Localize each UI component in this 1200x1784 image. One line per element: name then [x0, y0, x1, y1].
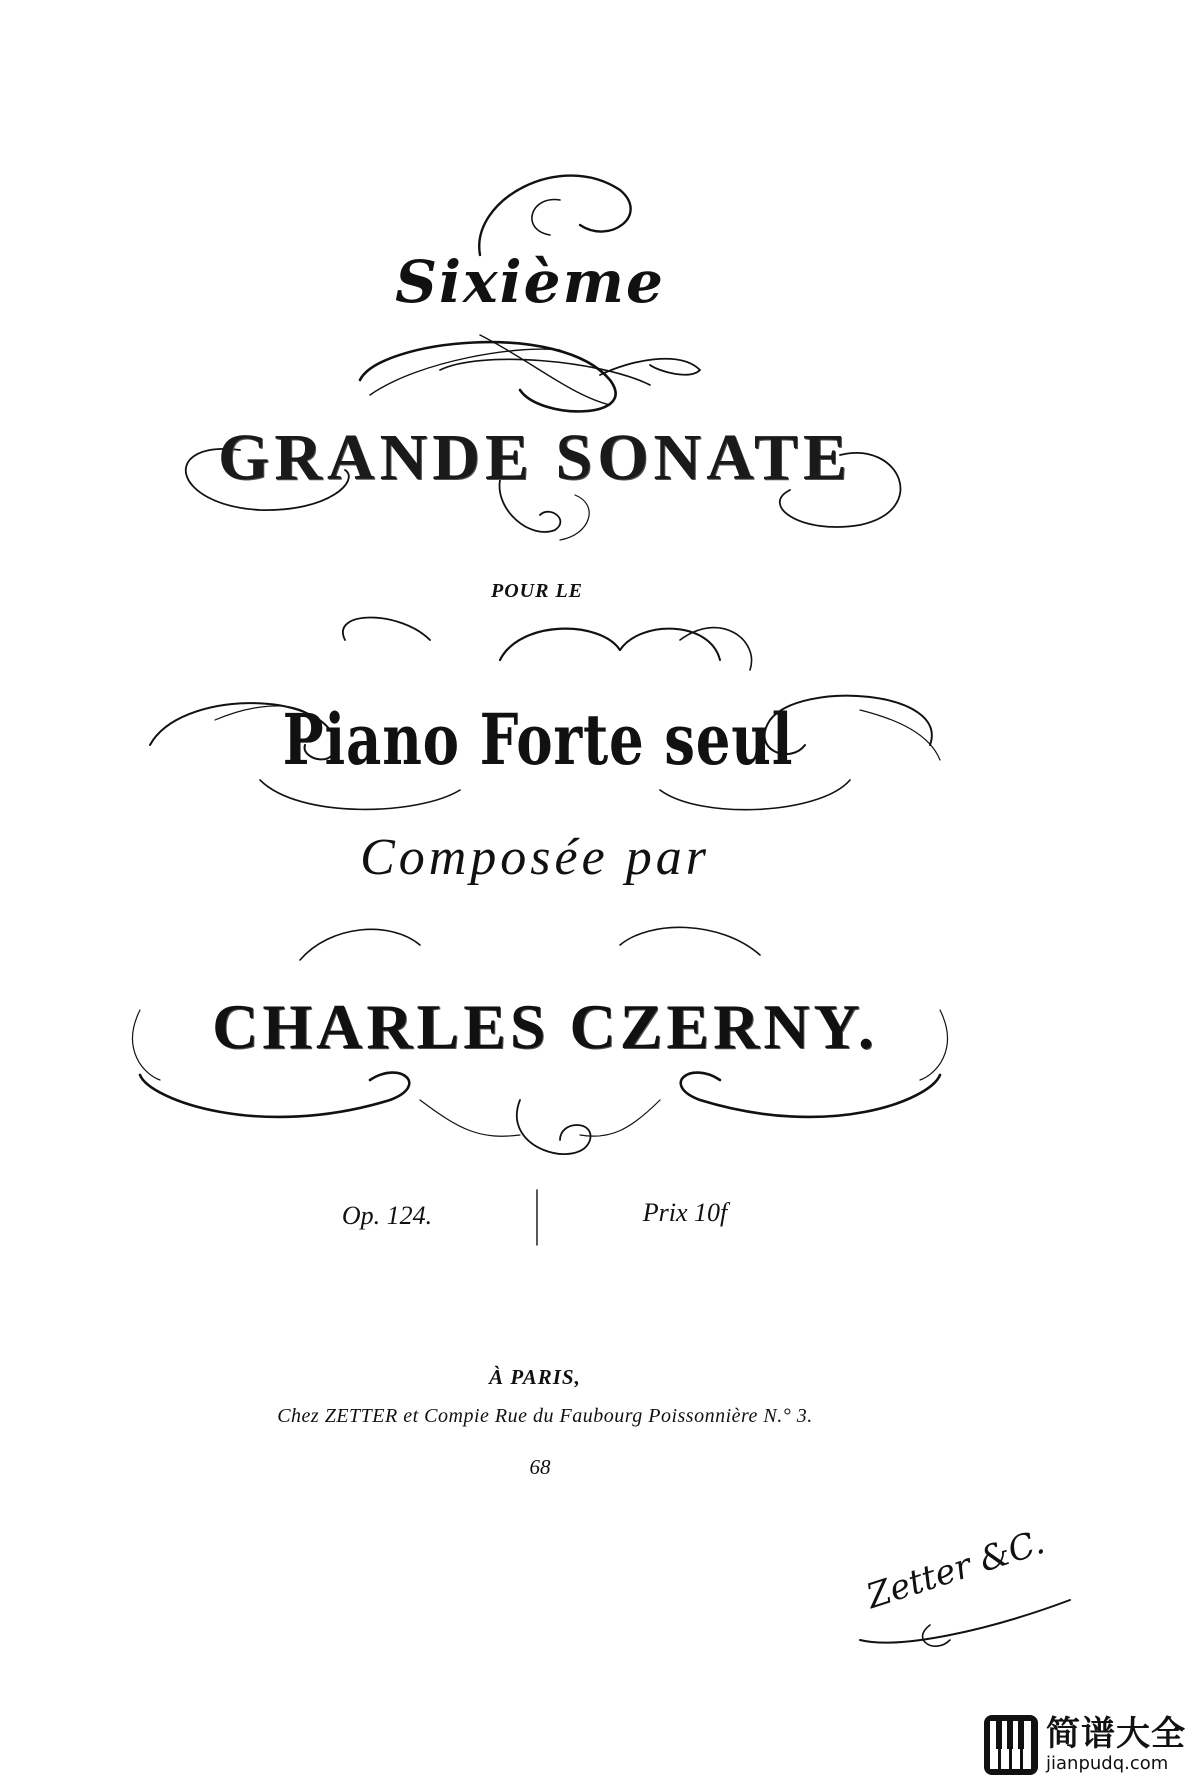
composer-name: CHARLES CZERNY. — [212, 991, 878, 1062]
work-title: GRANDE SONATE — [217, 421, 853, 494]
instrument-heading: Piano Forte seul — [282, 698, 794, 781]
site-watermark — [978, 1706, 1200, 1784]
ordinal-heading: Sixième — [395, 248, 665, 316]
publisher-address: Chez ZETTER et Compie Rue du Faubourg Poissonnière N.° 3. — [277, 1405, 813, 1427]
price-text: Prix 10f — [642, 1198, 728, 1227]
piano-keys-icon — [982, 1713, 1040, 1777]
opus-number: Op. 124. — [341, 1201, 433, 1230]
pour-le-text: POUR LE — [491, 580, 583, 602]
plate-number: 68 — [529, 1455, 551, 1479]
watermark-site-name: 简谱大全 — [1046, 1714, 1186, 1754]
publisher-signature: Zetter &C. — [861, 1522, 1050, 1618]
watermark-url: jianpudq.com — [1046, 1753, 1169, 1774]
composed-by-text: Composée par — [360, 829, 710, 886]
publisher-city: À PARIS, — [489, 1365, 581, 1389]
